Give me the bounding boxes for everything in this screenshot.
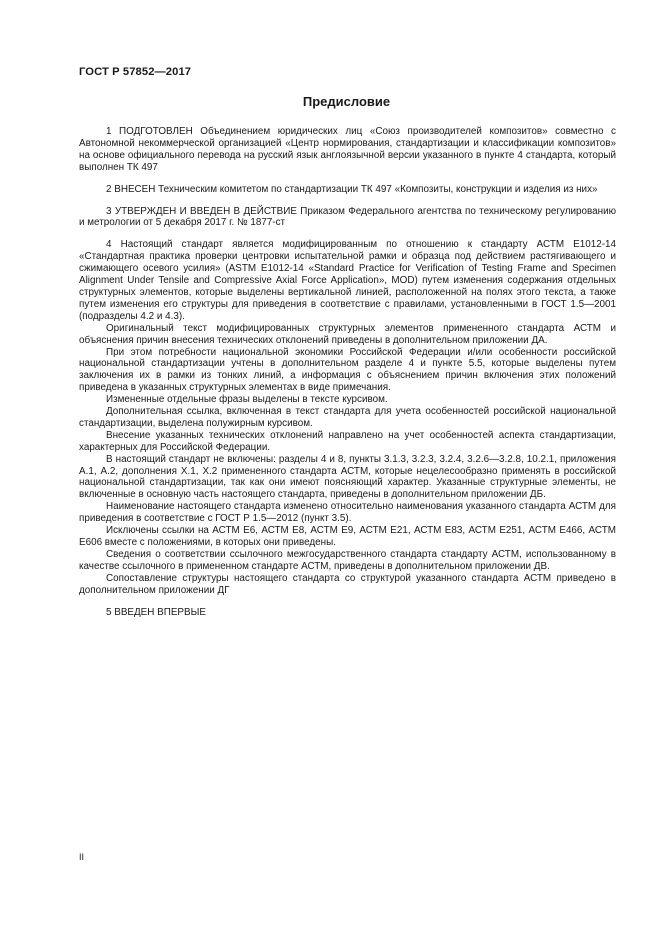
item-1: 1 ПОДГОТОВЛЕН Объединением юридических лиц «Союз производителей композитов» совместно с Автономной некоммерческой организацией «Центр нормирования, стандартизации и классификации композитов» на основе официального перевода на русский язык англоязычной версии указанного в пункте 4 стандарта, который выполнен ТК 497: [79, 126, 616, 173]
item-5: 5 ВВЕДЕН ВПЕРВЫЕ: [106, 606, 206, 618]
item-4-para-reference: Дополнительная ссылка, включенная в текст стандарта для учета особенностей российской национальной стандартизации, выделена полужирным курсивом.: [79, 406, 616, 429]
page-number: II: [79, 852, 85, 862]
section-title: Предисловие: [302, 94, 391, 109]
item-4-para-deviations: Внесение указанных технических отклонений направлено на учет особенностей аспекта стандартизации, характерных для Российской Федерации.: [79, 429, 616, 453]
item-4-para-excluded: В настоящий стандарт не включены: разделы 4 и 8, пункты 3.1.3, 3.2.3, 3.2.4, 3.2.6—3.2.8, 10.2.1, приложения А.1, А.2, дополнения Х.1, Х.2 примененного стандарта АСТМ, которые нецелесообразно применять в российской национальной стандартизации, так как они имеют поясняющий характер. Указанные структурные элементы, не включенные в основную часть настоящего стандарта, приведены в дополнительном приложении ДБ.: [79, 453, 616, 501]
item-4-para-italic: Измененные отдельные фразы выделены в тексте курсивом.: [106, 394, 388, 406]
standard-code-header: ГОСТ Р 57852—2017: [79, 66, 192, 78]
foreword-body: [79, 126, 616, 628]
item-4-para-references-excluded: Исключены ссылки на АСТМ Е6, АСТМ Е8, АСТМ Е9, АСТМ Е21, АСТМ Е83, АСТМ Е251, АСТМ Е466, АСТМ Е606 вместе с положениями, в которых они приведены.: [79, 525, 616, 548]
item-4-para-needs: При этом потребности национальной экономики Российской Федерации и/или особенности российской национальной стандартизации учтены в дополнительном разделе 4 и пункте 5.5, которые выделены путем заключения их в рамки из тонких линий, а информация с объяснением причин включения этих положений приведена в указанных структурных элементах в виде примечания.: [79, 346, 616, 394]
item-4-para-structure: Сопоставление структуры настоящего стандарта со структурой указанного стандарта АСТМ приведено в дополнительном приложении ДГ: [79, 572, 616, 596]
item-4-para-correspondence: Сведения о соответствии ссылочного межгосударственного стандарта стандарту АСТМ, использованному в качестве ссылочного в примененном стандарте АСТМ, приведены в дополнительном приложении ДВ.: [79, 548, 616, 572]
item-4-para-original: Оригинальный текст модифицированных структурных элементов примененного стандарта АСТМ и объяснения причин внесения технических отклонений приведены в дополнительном приложении ДА.: [79, 322, 616, 346]
item-4-para-name: Наименование настоящего стандарта изменено относительно наименования указанного стандарта АСТМ для приведения в соответствие с ГОСТ Р 1.5—2012 (пункт 3.5).: [79, 501, 616, 525]
item-3: 3 УТВЕРЖДЕН И ВВЕДЕН В ДЕЙСТВИЕ Приказом Федерального агентства по техническому регулированию и метрологии от 5 декабря 2017 г. № 1877-ст: [79, 205, 616, 229]
item-4-intro: 4 Настоящий стандарт является модифицированным по отношению к стандарту АСТМ Е1012-14 «Стандартная практика проверки центровки испытательной рамки и образца под действием растягивающего и сжимающего осевого усилия» (ASTM E1012-14 «Standard Practice for Verification of Testing Frame and Specimen Alignment Under Tensile and Compressive Axial Force Application», MOD) путем изменения содержания отдельных структурных элементов, которые выделены вертикальной линией, расположенной на полях этого текста, а также путем изменения его структуры для приведения в соответствие с правилами, установленными в ГОСТ 1.5—2001 (подразделы 4.2 и 4.3).: [79, 239, 616, 322]
item-2: 2 ВНЕСЕН Техническим комитетом по стандартизации ТК 497 «Композиты, конструкции и изделия из них»: [106, 183, 598, 195]
